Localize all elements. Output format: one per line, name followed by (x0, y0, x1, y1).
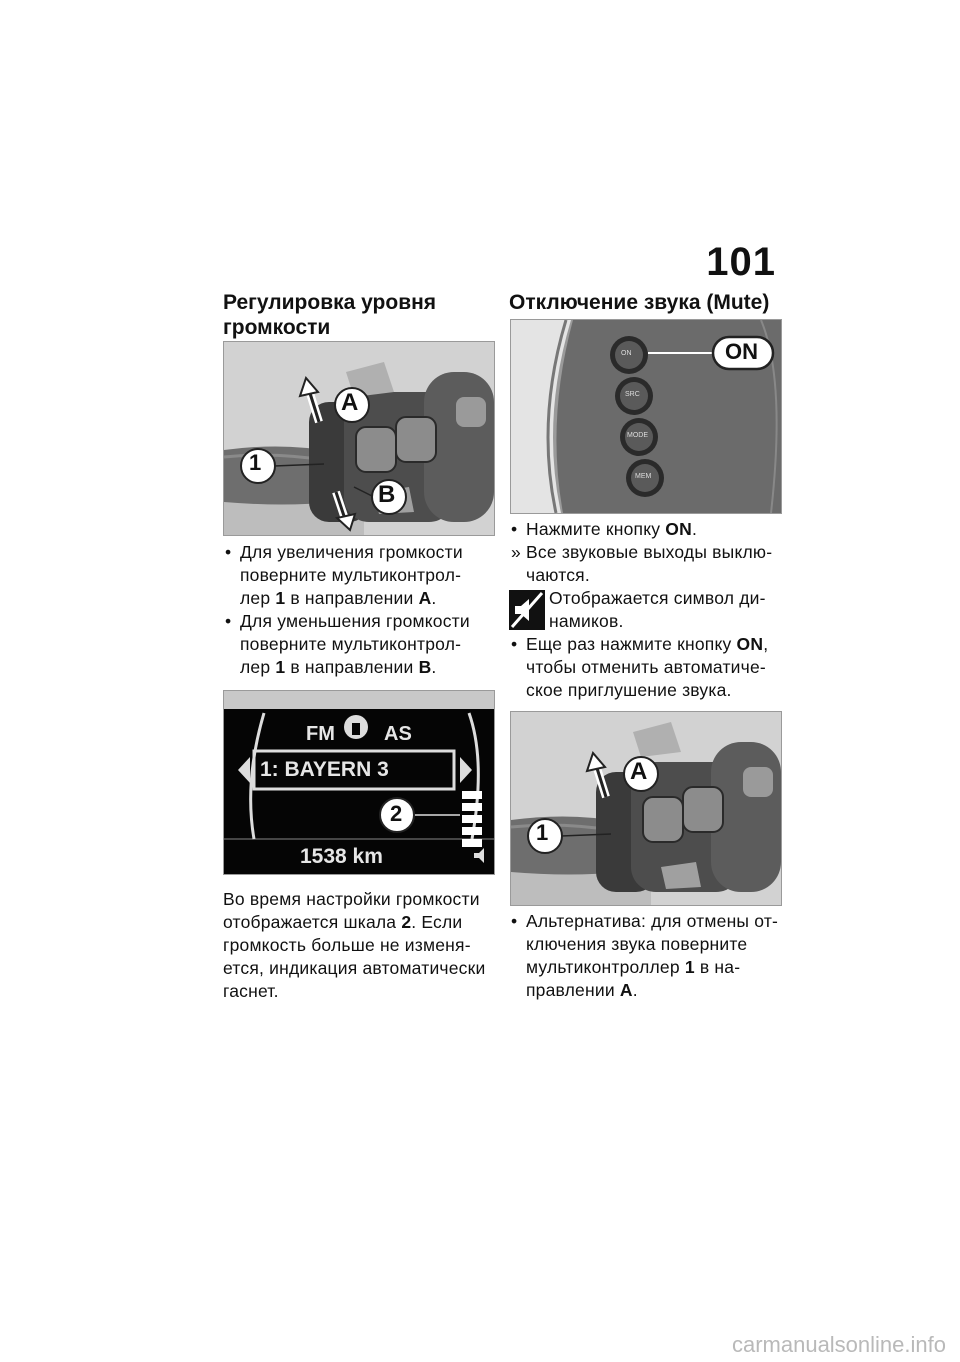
volume-instructions (223, 541, 495, 679)
unmute-instructions (509, 910, 781, 1002)
symbol-note: Отображается символ ди- намиков. (509, 587, 781, 633)
heading-mute: Отключение звука (Mute) (509, 291, 770, 314)
list-item-decrease: • Для уменьшения громкости поверните мультиконтрол- лер 1 в направлении B. (225, 611, 470, 677)
callout-a: A (630, 758, 648, 785)
list-item-result: » Все звуковые выходы выклю- чаются. (511, 542, 773, 585)
callout-1: 1 (536, 820, 549, 845)
radio-band: FM (306, 723, 335, 745)
callout-1: 1 (249, 450, 262, 475)
list-item-alternative: • Альтернатива: для отмены от- ключения звука поверните мультиконтроллер 1 в на- правлении A. (511, 911, 779, 1000)
multicontroller-unmute-illustration (511, 712, 781, 905)
heading-volume: Регулировка уровня громкости (223, 291, 437, 339)
callout-2: 2 (390, 801, 403, 826)
button-src-label: SRC (625, 391, 640, 398)
page-number: 101 (706, 240, 776, 284)
figure-multicontroller-unmute (510, 711, 782, 906)
list-item-press-on: • Нажмите кнопку ON. (511, 519, 698, 539)
footer-watermark: carmanualsonline.info (731, 1332, 946, 1357)
button-mem-label: MEM (635, 473, 652, 480)
callout-on: ON (725, 339, 758, 364)
callout-a: A (341, 389, 359, 416)
speaker-mute-icon (509, 590, 545, 630)
list-item-cancel: • Еще раз нажмите кнопку ON, чтобы отменить автоматиче- ское приглушение звука. (511, 634, 769, 700)
button-mode-label: MODE (627, 432, 648, 439)
figure-multicontroller-volume (223, 341, 495, 536)
figure-volume-display (223, 690, 495, 875)
button-on-label: ON (621, 350, 632, 357)
figure-mute-buttons (510, 319, 782, 514)
radio-as: AS (384, 723, 412, 745)
station-name: 1: BAYERN 3 (260, 758, 389, 781)
multicontroller-illustration (224, 342, 494, 535)
volume-paragraph: Во время настройки громкости отображается шкала 2. Если громкость больше не изменя- ется, индикация автоматически гаснет. (223, 889, 486, 1001)
callout-b: B (378, 481, 396, 508)
odometer: 1538 km (300, 845, 383, 868)
list-item-increase: • Для увеличения громкости поверните мультиконтрол- лер 1 в направлении A. (225, 542, 463, 608)
mute-instructions (509, 518, 781, 702)
